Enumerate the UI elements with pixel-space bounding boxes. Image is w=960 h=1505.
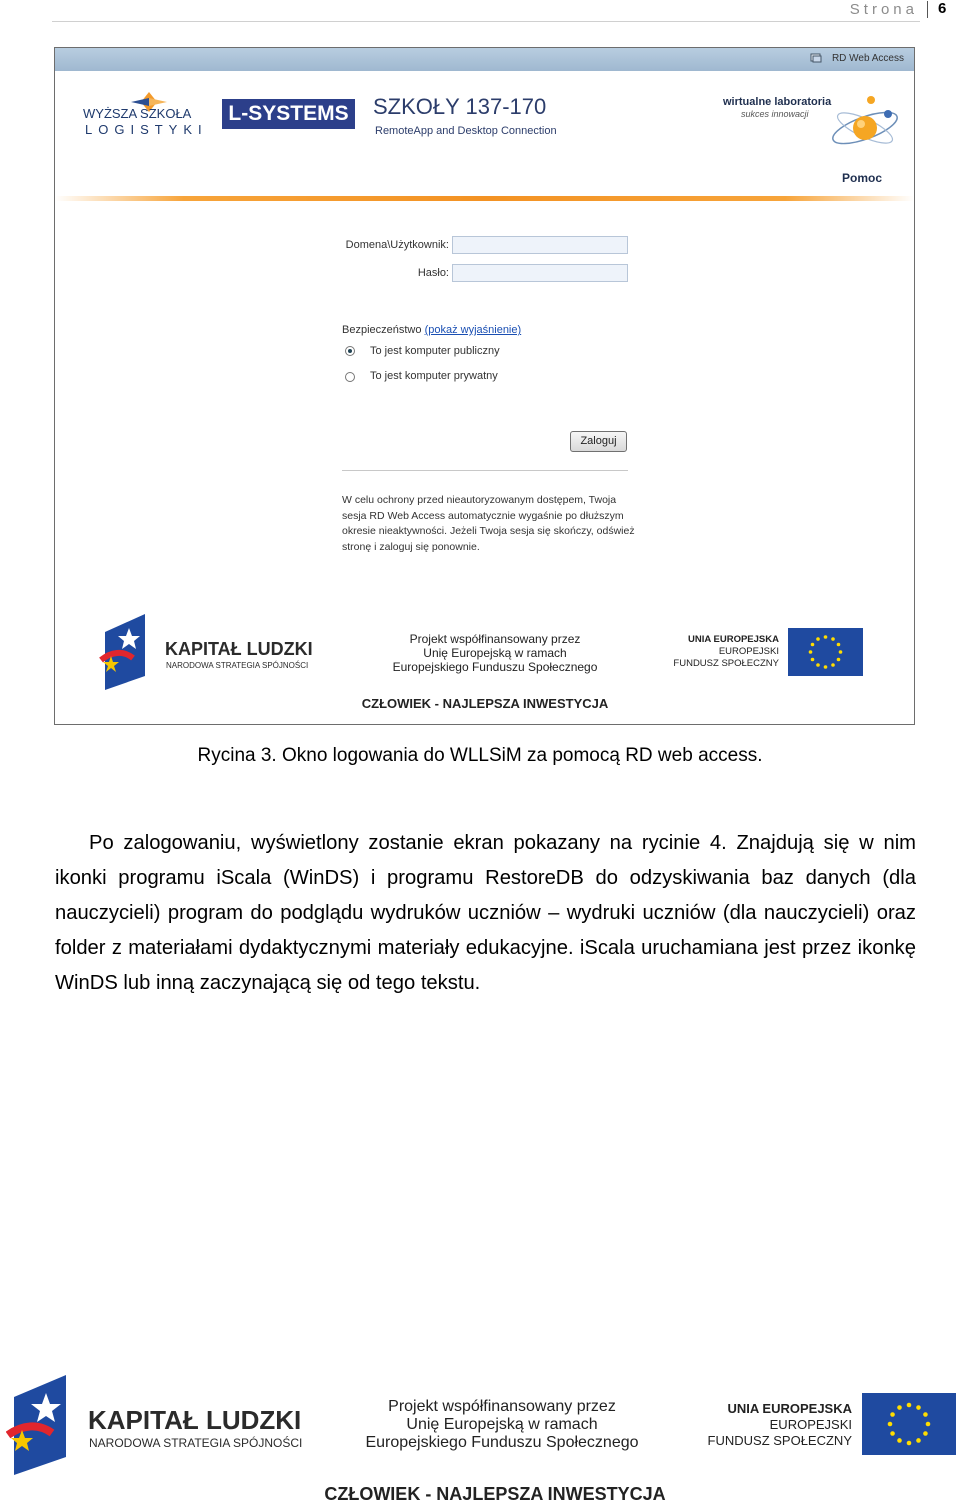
top-bar: [55, 48, 914, 71]
eu-star: [923, 1412, 928, 1417]
eu-star: [811, 658, 815, 662]
private-computer-label[interactable]: To jest komputer prywatny: [370, 370, 498, 382]
page-footer-eu-fund-text: [690, 1401, 852, 1449]
eu-star: [816, 637, 820, 641]
page-header: [0, 0, 960, 24]
kapital-ludzki-flag-icon: [99, 614, 147, 690]
public-computer-radio[interactable]: [345, 346, 355, 356]
page-footer-motto: CZŁOWIEK - NAJLEPSZA INWESTYCJA: [324, 1484, 666, 1504]
eu-flag-icon: [788, 628, 863, 676]
public-computer-label[interactable]: To jest komputer publiczny: [370, 345, 500, 357]
eu-line-2: EUROPEJSKI: [718, 646, 779, 657]
page-footer-kapital-ludzki-flag-icon: [6, 1375, 68, 1475]
security-label: Bezpieczeństwo: [342, 324, 422, 336]
page-footer-eu-line-3: FUNDUSZ SPOŁECZNY: [707, 1433, 852, 1448]
eu-star: [890, 1412, 895, 1417]
eu-line-1: UNIA EUROPEJSKA: [688, 634, 779, 645]
virtual-labs-title: wirtualne laboratoria: [723, 96, 832, 108]
orange-divider: [55, 196, 914, 201]
eu-star: [837, 643, 841, 647]
eu-star: [916, 1438, 921, 1443]
virtual-labs-subtitle: sukces innowacji: [741, 109, 809, 119]
password-label: Hasło:: [417, 267, 449, 279]
atom-globe-icon: [823, 92, 903, 160]
project-cofinanced-text: [385, 632, 605, 674]
session-timeout-note: W celu ochrony przed nieautoryzowanym dostępem, Twoja sesja RD Web Access automatycznie wygaśnie po dłuższym okresie nieaktywności. Jeżeli Twoja sesja się skończy, odśwież stronę i zaloguj się ponownie.: [342, 494, 635, 553]
app-title: SZKOŁY 137-170: [373, 94, 547, 119]
page-footer-project-line-1: Projekt współfinansowany przez: [388, 1398, 616, 1415]
eu-star: [897, 1405, 902, 1410]
app-subtitle: RemoteApp and Desktop Connection: [375, 125, 557, 137]
password-input[interactable]: [452, 264, 628, 282]
figure-caption: Rycina 3. Okno logowania do WLLSiM za pomocą RD web access.: [197, 745, 763, 766]
page-label: Strona: [849, 1, 918, 18]
kapital-ludzki-title: KAPITAŁ LUDZKI: [165, 639, 313, 659]
form-separator: [342, 470, 628, 471]
page-footer-project-line-2: Unię Europejską w ramach: [406, 1416, 598, 1433]
page-number-separator: [927, 1, 928, 18]
page-footer-kapital-ludzki-title: KAPITAŁ LUDZKI: [88, 1405, 302, 1435]
eu-star: [897, 1438, 902, 1443]
header-rule: [52, 21, 920, 22]
private-computer-radio[interactable]: [345, 372, 355, 382]
eu-star: [831, 637, 835, 641]
page-number: 6: [938, 0, 947, 17]
eu-star: [923, 1431, 928, 1436]
page-footer-project-line-3: Europejskiego Funduszu Społecznego: [365, 1434, 639, 1451]
eu-star: [831, 663, 835, 667]
page-footer-eu-line-1: UNIA EUROPEJSKA: [727, 1401, 852, 1416]
help-link[interactable]: Pomoc: [842, 171, 883, 185]
rd-web-access-icon: [810, 52, 822, 64]
virtual-labs-logo: [723, 92, 903, 162]
wsl-logo: [83, 92, 218, 140]
eu-star: [888, 1422, 893, 1427]
eu-star: [916, 1405, 921, 1410]
page-footer-project-text: [352, 1398, 652, 1452]
security-row: [342, 324, 521, 336]
eu-star: [824, 635, 828, 639]
paragraph-text: Po zalogowaniu, wyświetlony zostanie ekran pokazany na rycinie 4. Znajdują się w nim ikonki programu iScala (WinDS) i programu RestoreDB do odzyskiwania baz danych (dla nauczycieli) program do podglądu wydruków uczniów – wydruki uczniów (dla nauczycieli) oraz folder z materiałami dydaktycznymi materiały edukacyjne. iScala uruchamiana jest przez ikonkę WinDS lub inną zaczynającą się od tego tekstu.: [55, 832, 916, 994]
project-line-1: Projekt współfinansowany przez: [409, 632, 581, 646]
security-explanation-link[interactable]: (pokaż wyjaśnienie): [424, 324, 522, 336]
lsystems-logo: L-SYSTEMS: [222, 99, 355, 129]
eu-star: [890, 1431, 895, 1436]
wsl-logo-line2: LOGISTYKI: [85, 122, 208, 137]
body-paragraph: [55, 826, 916, 1001]
username-label: Domena\Użytkownik:: [345, 239, 449, 251]
wsl-logo-line1: WYŻSZA SZKOŁA: [83, 106, 192, 121]
eu-star: [907, 1403, 912, 1408]
kapital-ludzki-subtitle: NARODOWA STRATEGIA SPÓJNOŚCI: [166, 661, 309, 670]
rd-web-access-screenshot: [54, 47, 915, 725]
eu-star: [907, 1441, 912, 1446]
page-footer-eu-line-2: EUROPEJSKI: [769, 1417, 852, 1432]
eu-star: [824, 665, 828, 669]
eu-line-3: FUNDUSZ SPOŁECZNY: [673, 658, 779, 669]
eu-star: [926, 1422, 931, 1427]
eu-star: [816, 663, 820, 667]
username-input[interactable]: [452, 236, 628, 254]
eu-star: [839, 650, 843, 654]
eu-star: [809, 650, 813, 654]
eu-star: [811, 643, 815, 647]
eu-fund-text: [655, 634, 779, 670]
motto: CZŁOWIEK - NAJLEPSZA INWESTYCJA: [361, 696, 609, 711]
project-line-3: Europejskiego Funduszu Społecznego: [392, 660, 598, 674]
page-footer-kapital-ludzki-subtitle: NARODOWA STRATEGIA SPÓJNOŚCI: [89, 1436, 303, 1450]
page-footer-eu-flag-icon: [862, 1393, 956, 1455]
project-line-2: Unię Europejską w ramach: [423, 646, 567, 660]
rd-web-access-label: RD Web Access: [831, 53, 904, 64]
eu-star: [837, 658, 841, 662]
login-button[interactable]: Zaloguj: [570, 431, 627, 452]
